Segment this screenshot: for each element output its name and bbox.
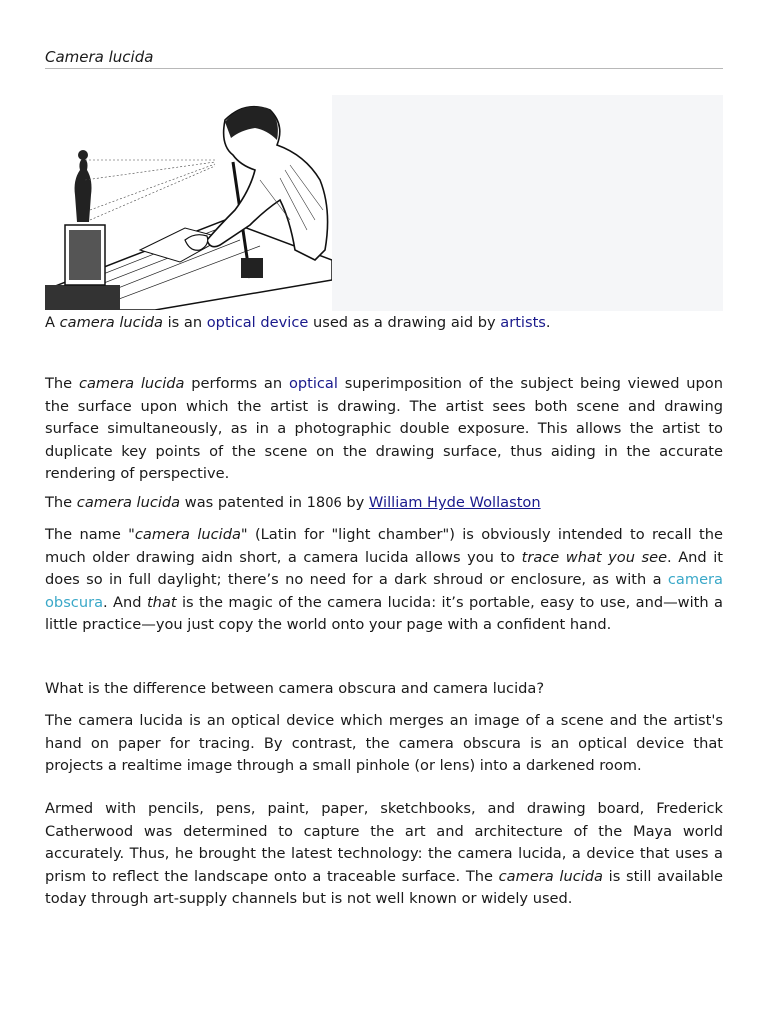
question-heading: What is the difference between camera obscura and camera lucida? bbox=[45, 680, 545, 697]
camera-lucida-illustration bbox=[45, 100, 332, 310]
page-header-title: Camera lucida bbox=[45, 48, 723, 69]
artists-link[interactable]: artists bbox=[500, 314, 546, 331]
image-placeholder-box bbox=[332, 95, 723, 311]
paragraph-patent: The camera lucida was patented in 1806 by William Hyde Wollaston bbox=[45, 494, 541, 511]
paragraph-name-origin: The name "camera lucida" (Latin for "light chamber") is obviously intended to recall the much older drawing aidn short, a camera lucida allows you to trace what you see. And it does so in full daylight; there’s no need for a dark shroud or enclosure, as with a camera obscura. And that is the magic of the camera lucida: it’s portable, easy to use, and—with a little practice—you just copy the world onto your page with a confident hand. bbox=[45, 526, 723, 633]
wollaston-link[interactable]: William Hyde Wollaston bbox=[368, 494, 541, 511]
optical-device-link[interactable]: optical device bbox=[206, 314, 309, 331]
paragraph-difference: The camera lucida is an optical device which merges an image of a scene and the artist's hand on paper for tracing. By contrast, the camera obscura is an optical device that projects a realtime image through a small pinhole (or lens) into a darkened room. bbox=[45, 712, 723, 774]
paragraph-catherwood: Armed with pencils, pens, paint, paper, sketchbooks, and drawing board, Frederick Catherwood was determined to capture the art and architecture of the Maya world accurately. Thus, he brought the latest technology: the camera lucida, a device that uses a prism to reflect the landscape onto a traceable surface. The camera lucida is still available today through art-supply channels but is not well known or widely used. bbox=[45, 800, 723, 907]
illustration-caption: A camera lucida is an optical device used as a drawing aid by artists. bbox=[45, 314, 551, 331]
optical-link[interactable]: optical bbox=[288, 375, 338, 392]
camera-obscura-link[interactable]: camera obscura bbox=[45, 571, 723, 611]
paragraph-superimposition: The camera lucida performs an optical superimposition of the subject being viewed upon the surface upon which the artist is drawing. The artist sees both scene and drawing surface simultaneously, as in a photographic double exposure. This allows the artist to duplicate key points of the scene on the drawing surface, thus aiding in the accurate rendering of perspective. bbox=[45, 375, 723, 482]
